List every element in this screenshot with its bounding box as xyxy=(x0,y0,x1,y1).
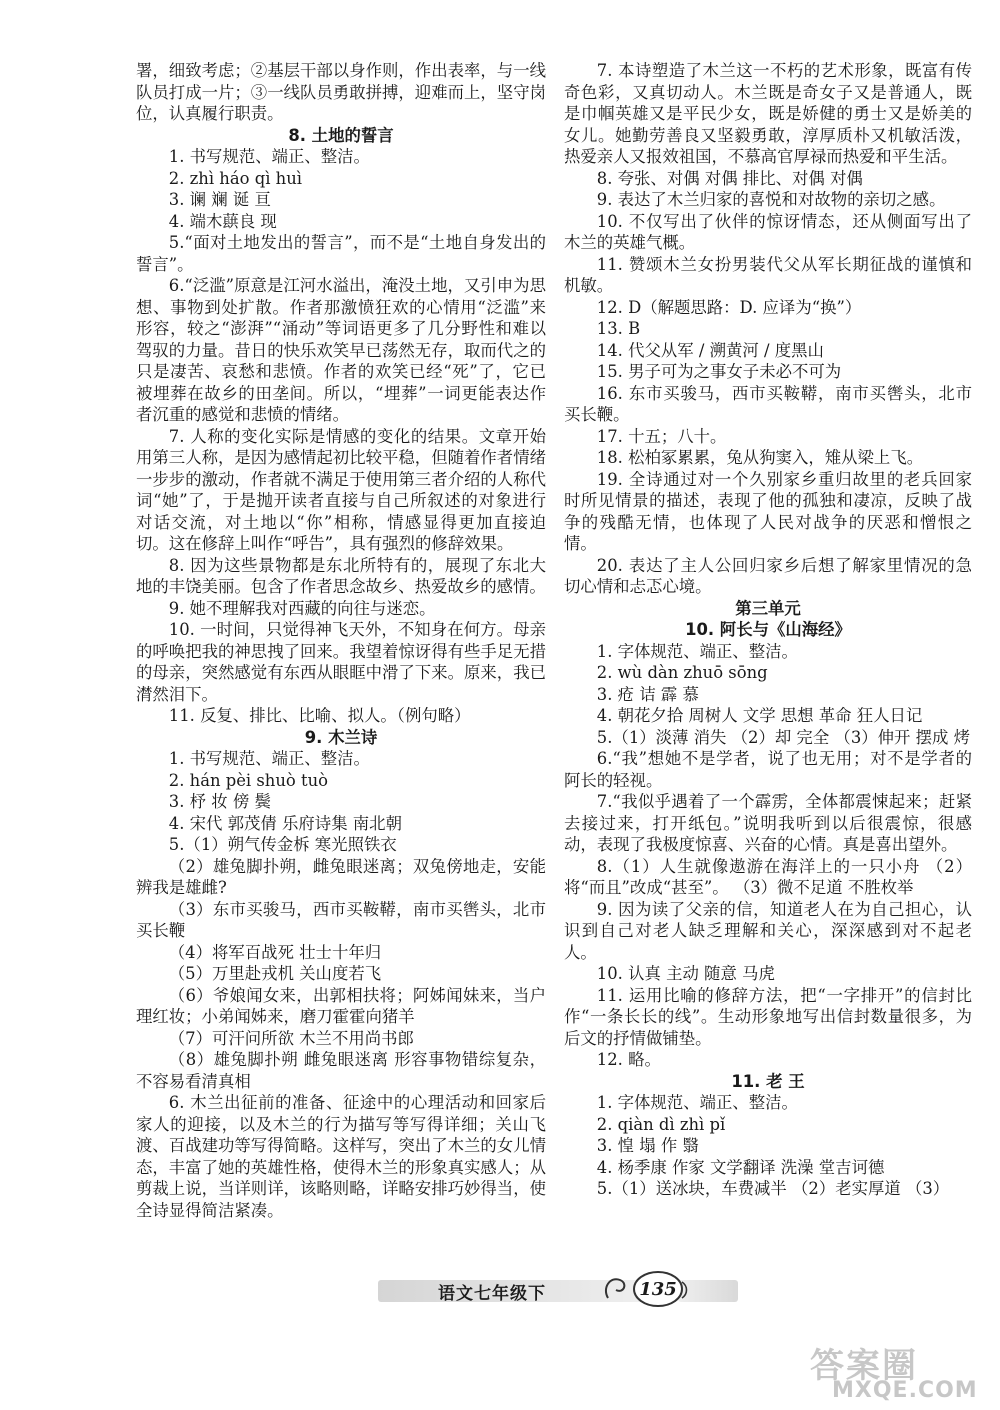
answer-line: 13. B xyxy=(596,319,641,338)
answer-line: 12. D（解题思路：D. 应译为“换”） xyxy=(596,297,862,317)
answer-line: 4. 朝花夕拾 周树人 文学 思想 革命 狂人日记 xyxy=(596,706,923,725)
answer-line: 6. 木兰出征前的准备、征途中的心理活动和回家后家人的迎接，以及木兰的行为描写等写得详细；关山飞渡、百战建功等写得简略。这样写，突出了木兰的女儿情态，丰富了她的英雄性格，使得木兰的形象真实感人；从剪裁上说，当详则详，该略则略，详略安排巧妙得当，使全诗显得简洁紧凑。 xyxy=(136,1093,546,1220)
answer-line: 11. 反复、排比、比喻、拟人。（例句略） xyxy=(168,706,471,725)
answer-line: （8）雄兔脚扑朔 雌兔眼迷离 形容事物错综复杂，不容易看清真相 xyxy=(136,1050,546,1091)
answer-line: 5.（1）朔气传金柝 寒光照铁衣 xyxy=(168,835,397,854)
answer-line: 2. wù dàn zhuō sōng xyxy=(596,663,768,682)
answer-line: 14. 代父从军 / 溯黄河 / 度黑山 xyxy=(596,340,824,360)
answer-line: （4）将军百战死 壮士十年归 xyxy=(168,942,382,962)
answer-line: 5.“面对土地发出的誓言”，而不是“土地自身发出的誓言”。 xyxy=(136,233,546,274)
answer-line: 3. 疮 诘 霹 慕 xyxy=(596,684,699,704)
answer-line: 10. 一时间，只觉得神飞天外，不知身在何方。母亲的呼唤把我的神思拽了回来。我望着惊讶得有些手足无措的母亲，突然感觉有东西从眼眶中滑了下来。原来，我已潸然泪下。 xyxy=(136,620,546,704)
answer-line: 3. 惶 塌 作 翳 xyxy=(596,1136,699,1155)
page-number: 135 xyxy=(639,1278,677,1300)
answer-line: 2. zhì háo qì huì xyxy=(168,168,302,188)
answer-line: 1. 字体规范、端正、整洁。 xyxy=(596,641,798,661)
answer-line: 18. 松柏冢累累，兔从狗窦入，雉从梁上飞。 xyxy=(596,448,924,467)
answer-line: 1. 书写规范、端正、整洁。 xyxy=(168,749,370,768)
answer-line: 3. 杼 妆 傍 鬓 xyxy=(168,792,271,811)
answer-line: 10. 不仅写出了伙伴的惊讶情态，还从侧面写出了木兰的英雄气概。 xyxy=(564,211,972,252)
answer-line: 20. 表达了主人公回归家乡后想了解家里情况的急切心情和忐忑心境。 xyxy=(564,555,972,596)
answer-line: 9. 表达了木兰归家的喜悦和对故物的亲切之感。 xyxy=(596,190,946,209)
watermark-top: 答案圈 xyxy=(810,1346,918,1386)
answer-line: 10. 认真 主动 随意 马虎 xyxy=(596,964,775,983)
section-heading: 9. 木兰诗 xyxy=(304,727,378,747)
watermark-logo xyxy=(806,1338,990,1408)
section-heading: 第三单元 xyxy=(735,598,801,618)
answer-line: 5.（1）送冰块，车费减半 （2）老实厚道 （3） xyxy=(596,1179,950,1198)
section-heading: 11. 老 王 xyxy=(731,1071,805,1091)
answer-line: 8.（1）人生就像遨游在海洋上的一只小舟 （2）将“而且”改成“甚至”。 （3）微不足道 不胜枚举 xyxy=(564,856,972,897)
answer-line: 2. qiàn dì zhì pǐ xyxy=(596,1114,726,1134)
answer-line: 6.“我”想她不是学者，说了也无用；对不是学者的阿长的轻视。 xyxy=(564,749,972,790)
answer-line: 5.（1）淡薄 消失 （2）却 完全 （3）伸开 摆成 烤 xyxy=(596,727,971,747)
answer-line: 4. 杨季康 作家 文学翻译 洗澡 堂吉诃德 xyxy=(596,1157,885,1177)
answer-line: 19. 全诗通过对一个久别家乡重归故里的老兵回家时所见情景的描述，表现了他的孤独和凄凉，反映了战争的残酷无情，也体现了人民对战争的厌恶和憎恨之情。 xyxy=(564,469,972,553)
section-heading: 10. 阿长与《山海经》 xyxy=(685,620,851,639)
answer-line: 1. 书写规范、端正、整洁。 xyxy=(168,147,370,166)
answer-line: （5）万里赴戎机 关山度若飞 xyxy=(168,964,382,983)
book-title: 语文七年级下 xyxy=(438,1284,546,1304)
answer-line: 6.“泛滥”原意是江河水溢出，淹没土地，又引申为思想、事物到处扩散。作者那激愤狂欢的心情用“泛滥”来形容，较之“澎湃”“涌动”等词语更多了几分野性和难以驾驭的力量。昔日的快乐欢笑早已荡然无存，取而代之的只是凄苦、哀愁和悲愤。作者的欢笑已经“死”了，它已被埋葬在故乡的田垄间。所以，“埋葬”一词更能表达作者沉重的感觉和悲愤的情绪。 xyxy=(136,276,546,424)
answer-line: 9. 她不理解我对西藏的向往与迷恋。 xyxy=(168,598,436,618)
right-column xyxy=(564,60,972,1200)
answer-line: 8. 因为这些景物都是东北所特有的，展现了东北大地的丰饶美丽。包含了作者思念故乡、热爱故乡的感情。 xyxy=(136,555,546,596)
answer-line: （2）雄兔脚扑朔，雌兔眼迷离；双兔傍地走，安能辨我是雄雌? xyxy=(136,856,546,897)
section-heading: 8. 土地的誓言 xyxy=(288,125,394,145)
answer-line: 12. 略。 xyxy=(596,1050,661,1069)
answer-line: （6）爷娘闻女来，出郭相扶将；阿姊闻妹来，当户理红妆；小弟闻姊来，磨刀霍霍向猪羊 xyxy=(136,985,546,1026)
answer-line: 4. 宋代 郭茂倩 乐府诗集 南北朝 xyxy=(168,813,402,833)
answer-line: 11. 赞颂木兰女扮男装代父从军长期征战的谨慎和机敏。 xyxy=(564,254,972,295)
answer-line: 17. 十五；八十。 xyxy=(596,426,727,446)
answer-line: （3）东市买骏马，西市买鞍鞯，南市买辔头，北市买长鞭 xyxy=(136,899,546,940)
watermark-bottom: MXQE.COM xyxy=(832,1378,978,1403)
answer-line: 3. 谰 斓 诞 亘 xyxy=(168,190,271,209)
answer-line: 15. 男子可为之事女子未必不可为 xyxy=(596,362,842,381)
answer-line: （7）可汗问所欲 木兰不用尚书郎 xyxy=(168,1028,414,1048)
answer-line: 8. 夸张、对偶 对偶 排比、对偶 对偶 xyxy=(596,168,863,188)
answer-line: 7. 本诗塑造了木兰这一不朽的艺术形象，既富有传奇色彩，又真切动人。木兰既是奇女子又是普通人，既是巾帼英雄又是平民少女，既是娇健的勇士又是娇美的女儿。她勤劳善良又坚毅勇敢，淳厚质朴又机敏活泼，热爱亲人又报效祖国，不慕高官厚禄而热爱和平生活。 xyxy=(564,61,972,166)
page-footer xyxy=(378,1268,738,1310)
answer-line: 4. 端木蕻良 现 xyxy=(168,211,277,231)
answer-line: 2. hán pèi shuò tuò xyxy=(168,770,328,790)
left-column xyxy=(136,60,546,1221)
answer-line: 16. 东市买骏马，西市买鞍鞯，南市买辔头，北市买长鞭。 xyxy=(564,383,972,424)
answer-line: 9. 因为读了父亲的信，知道老人在为自己担心，认识到自己对老人缺乏理解和关心，深深感到对不起老人。 xyxy=(564,899,972,962)
answer-line: 1. 字体规范、端正、整洁。 xyxy=(596,1093,798,1112)
answer-line: 7.“我似乎遇着了一个霹雳，全体都震悚起来；赶紧去接过来，打开纸包。”说明我听到以后很震惊，很感动，表现了我极度惊喜、兴奋的心情。真是喜出望外。 xyxy=(564,792,972,854)
answer-line: 署，细致考虑；②基层干部以身作则，作出表率，与一线队员打成一片；③一线队员勇敢拼搏，迎难而上，坚守岗位，认真履行职责。 xyxy=(136,61,546,123)
answer-line: 11. 运用比喻的修辞方法，把“一字排开”的信封比作“一条长长的线”。生动形象地写出信封数量很多，为后文的抒情做铺垫。 xyxy=(564,985,972,1048)
answer-line: 7. 人称的变化实际是情感的变化的结果。文章开始用第三人称，是因为感情起初比较平稳，但随着作者情绪一步步的激动，作者就不满足于使用第三者介绍的人称代词“她”了，于是抛开读者直接与自己所叙述的对象进行对话交流，对土地以“你”相称，情感显得更加直接迫切。这在修辞上叫作“呼告”，具有强烈的修辞效果。 xyxy=(136,426,546,553)
